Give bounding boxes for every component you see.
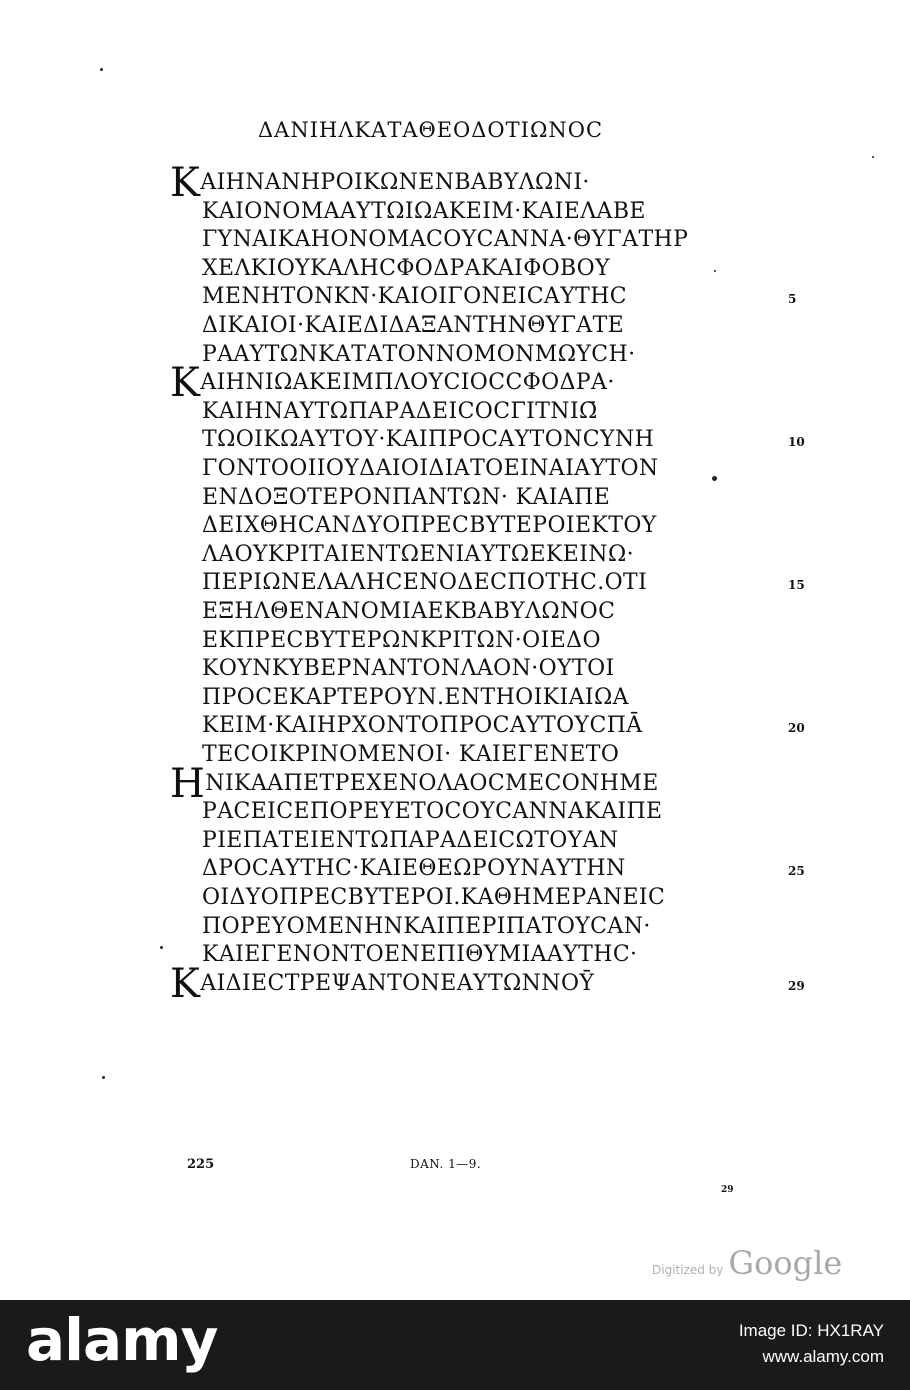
line-text: ΜΕΝΗΤΟΝΚΝ̄·ΚΑΙΟΙΓΟΝΕΙϹΑΥΤΗϹ <box>202 284 628 309</box>
text-line <box>170 761 659 807</box>
line-text: ΔΡΟϹΑΥΤΗϹ·ΚΑΙΕΘΕΩΡΟΥΝΑΥΤΗΝ <box>202 856 626 881</box>
initial-capital: Η <box>170 761 206 807</box>
page-number: 225 <box>187 1157 215 1172</box>
line-text: ΕΞΗΛΘΕΝΑΝΟΜΙΑΕΚΒΑΒΥΛΩΝΟϹ <box>202 599 616 624</box>
line-text: ΤΕϹΟΙΚΡΙΝΟΜΕΝΟΙ· ΚΑΙΕΓΕΝΕΤΟ <box>202 742 620 767</box>
line-text: ΑΙΗΝΙΩΑΚΕΙΜΠΛΟΥϹΙΟϹϹΦΟΔΡΑ· <box>200 370 615 395</box>
line-text: ΡΑΑΥΤΩΝΚΑΤΑΤΟΝΝΟΜΟΝΜΩΥϹΗ· <box>202 342 636 367</box>
text-line <box>202 197 646 227</box>
text-line <box>202 711 643 741</box>
line-number: 29 <box>788 979 805 993</box>
line-text: ΧΕΛΚΙΟΥΚΑΛΗϹΦΟΔΡΑΚΑΙΦΟΒΟΥ <box>202 256 610 281</box>
text-line <box>202 425 654 455</box>
text-line <box>202 311 624 341</box>
text-line <box>202 540 634 570</box>
line-text: ΔΕΙΧΘΗϹΑΝΔΥΟΠΡΕϹΒΥΤΕΡΟΙΕΚΤΟΥ <box>202 513 657 538</box>
line-text: ΠΟΡΕΥΟΜΕΝΗΝΚΑΙΠΕΡΙΠΑΤΟΥϹΑΝ· <box>202 914 651 939</box>
text-line <box>202 654 615 684</box>
line-text: ΕΝΔΟΞΟΤΕΡΟΝΠΑΝΤΩΝ· ΚΑΙΑΠΕ <box>202 485 611 510</box>
line-text: ΝΙΚΑΑΠΕΤΡΕΧΕΝΟΛΑΟϹΜΕϹΟΝΗΜΕ <box>205 771 659 796</box>
text-line <box>202 626 601 656</box>
text-line <box>202 282 627 312</box>
text-line <box>202 597 615 627</box>
line-text: ΚΑΙΟΝΟΜΑΑΥΤΩΙΩΑΚΕΙΜ·ΚΑΙΕΛΑΒΕ̄ <box>202 199 646 224</box>
signature-number: 29 <box>721 1185 734 1195</box>
text-line <box>202 797 663 827</box>
text-line <box>202 340 636 370</box>
initial-capital: Κ <box>170 360 201 406</box>
text-line <box>202 854 626 884</box>
ink-speck <box>714 270 716 272</box>
line-text: ΑΙΔΙΕϹΤΡΕΨΑΝΤΟΝΕΑΥΤΩΝΝΟῩ <box>200 971 595 996</box>
line-text: ΛΑΟΥΚΡΙΤΑΙΕΝΤΩΕΝΙΑΥΤΩΕΚΕΙΝΩ· <box>202 542 634 567</box>
image-id-block <box>739 1318 884 1370</box>
page-title: ΔΑΝΙΗΛΚΑΤΑΘΕΟΔΟΤΙΩΝΟϹ <box>258 118 604 142</box>
google-logo: Google <box>728 1244 843 1282</box>
line-number: 5 <box>788 292 797 306</box>
text-line <box>202 454 659 484</box>
ink-speck <box>872 156 874 158</box>
image-id: Image ID: HX1RAY <box>738 1321 884 1340</box>
line-text: ΠΕΡΙΩΝΕΛΑΛΗϹΕΝΟΔΕϹΠΟΤΗϹ.ΟΤΙ <box>202 570 648 595</box>
stock-footer-bar <box>0 1300 910 1390</box>
line-text: ΚΑΙΕΓΕΝΟΝΤΟΕΝΕΠΙΘΥΜΙΑΑΥΤΗϹ· <box>202 942 638 967</box>
line-text: ΕΚΠΡΕϹΒΥΤΕΡΩΝΚΡΙΤΩΝ·ΟΙΕΔΟ <box>202 628 601 653</box>
text-line <box>202 826 619 856</box>
line-text: ΤΩΟΙΚΩΑΥΤΟΥ·ΚΑΙΠΡΟϹΑΥΤΟΝϹΥΝΗ <box>202 427 655 452</box>
text-line <box>202 568 647 598</box>
text-line <box>202 940 637 970</box>
book-reference: DAN. 1—9. <box>410 1157 482 1171</box>
alamy-logo: alamy <box>26 1306 218 1374</box>
ink-speck <box>160 946 163 949</box>
line-text: ΟΙΔΥΟΠΡΕϹΒΥΤΕΡΟΙ.ΚΑΘΗΜΕΡΑΝΕΙϹ <box>202 885 666 910</box>
text-line <box>202 225 688 255</box>
text-line <box>170 961 595 1007</box>
initial-capital: Κ <box>170 961 201 1007</box>
line-text: ΔΙΚΑΙΟΙ·ΚΑΙΕΔΙΔΑΞΑΝΤΗΝΘΥΓΑΤΕ <box>202 313 625 338</box>
text-line <box>202 740 619 770</box>
text-line <box>202 511 657 541</box>
text-line <box>170 360 615 406</box>
line-text: ΚΕΙΜ·ΚΑΙΗΡΧΟΝΤΟΠΡΟϹΑΥΤΟΥϹΠᾹ <box>202 713 643 738</box>
text-line <box>202 683 629 713</box>
line-text: ΑΙΗΝΑΝΗΡΟΙΚΩΝΕΝΒΑΒΥΛΩΝΙ· <box>200 170 590 195</box>
line-text: ΓΥΝΑΙΚΑΗΟΝΟΜΑϹΟΥϹΑΝΝΑ·ΘΥΓΑΤΗΡ <box>202 227 689 252</box>
text-line <box>202 912 651 942</box>
site-url: www.alamy.com <box>762 1347 884 1366</box>
text-line <box>202 883 665 913</box>
line-number: 15 <box>788 578 805 592</box>
text-line <box>202 483 610 513</box>
digitized-watermark <box>652 1244 842 1282</box>
line-text: ΚΟΥΝΚΥΒΕΡΝΑΝΤΟΝΛΑΟΝ·ΟΥΤΟΙ <box>202 656 615 681</box>
line-text: ΠΡΟϹΕΚΑΡΤΕΡΟΥΝ.ΕΝΤΗΟΙΚΙΑΙΩΑ <box>202 685 629 710</box>
line-text: ΡΑϹΕΙϹΕΠΟΡΕΥΕΤΟϹΟΥϹΑΝΝΑΚΑΙΠΕ <box>202 799 663 824</box>
text-line <box>202 397 598 427</box>
ink-speck <box>100 68 103 71</box>
initial-capital: Κ <box>170 160 201 206</box>
line-text: ΚΑΙΗΝΑΥΤΩΠΑΡΑΔΕΙϹΟϹΓΙΤΝΙΩ̄ <box>202 399 598 424</box>
line-number: 20 <box>788 721 805 735</box>
ink-speck <box>102 1076 105 1079</box>
line-text: ΡΙΕΠΑΤΕΙΕΝΤΩΠΑΡΑΔΕΙϹΩΤΟΥΑΝ <box>202 828 619 853</box>
line-number: 10 <box>788 435 805 449</box>
line-number: 25 <box>788 864 805 878</box>
digitized-prefix: Digitized by <box>652 1263 724 1277</box>
text-line <box>202 254 610 284</box>
line-text: ΓΟΝΤΟΟΙΙΟΥΔΑΙΟΙΔΙΑΤΟΕΙΝΑΙΑΥΤΟΝ <box>202 456 659 481</box>
ink-speck <box>712 476 717 481</box>
text-line <box>170 160 590 206</box>
